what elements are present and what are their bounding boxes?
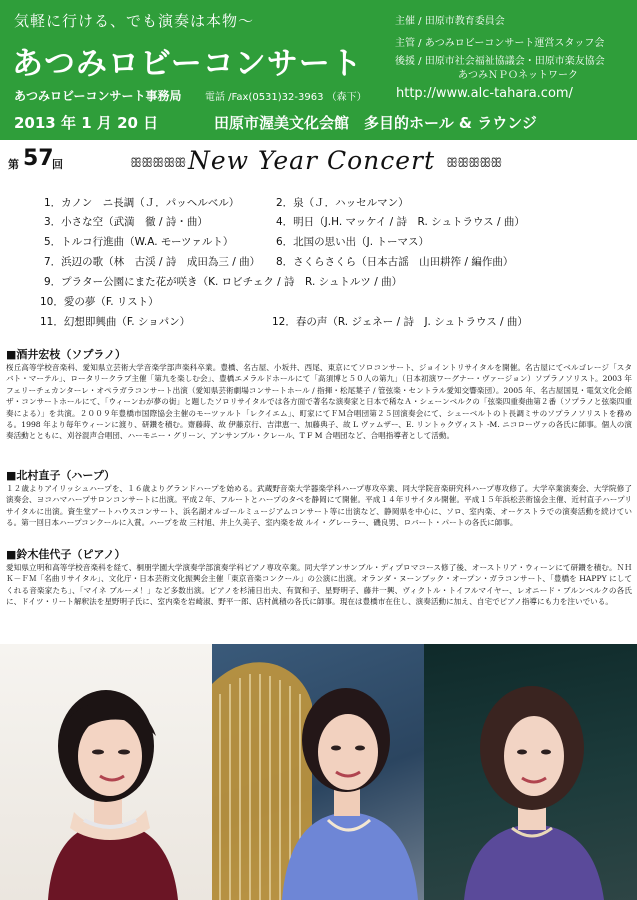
portrait-soprano-illustration [0, 644, 212, 900]
event-venue: 田原市渥美文化会館 多目的ホール & ラウンジ [214, 114, 537, 132]
header-banner [0, 0, 637, 140]
ornament-right: ꕥꕥꕥꕥꕥ [446, 156, 502, 171]
photo-soprano [0, 644, 212, 900]
program-item: 6．北国の思い出（J. トーマス） [276, 236, 429, 248]
organizer-support: 後援 / 田原市社会福祉協議会・田原市楽友協会 [395, 56, 605, 67]
program-item: 7．浜辺の歌（林 古渓 / 詩 成田為三 / 曲） [44, 256, 261, 268]
concert-number-prefix: 第 [8, 158, 19, 171]
tagline: 気軽に行ける、でも演奏は本物～ [14, 12, 255, 30]
program-item: 9．プラター公園にまた花が咲き（K. ロビチェク / 詩 R. シュトルツ / 曲） [44, 276, 403, 288]
page-title: あつみロビーコンサート [12, 46, 363, 82]
bio-text-soprano: 桜丘高等学校音楽科、愛知県立芸術大学音楽学部声楽科卒業。豊橋、名古屋、小坂井、西尾、東京にてソロコンサート、ジョイントリサイタルを開催。名古屋にてベルゴレージ「スタバト・マーテル」、ロータリークラブ主催「第九を楽しむ会」、豊橋エメラルドホールにて「高須博と５０人の第九」（日本初演ワーグナー・ヴァージョン）ソプラノソリスト。2003 年フェリーチェカンターレ・オペラガラコンサート出演（愛知県芸術劇場コンサートホール / 指揮・松尾葉子 / 管弦楽・セントラル愛知交響楽団）。2005 年、名古屋国見・電気文化会館ザ・コンサートホールにて、「ウィーンわが夢の街」と題したソロリサイタルでは各方面で著名な演奏家と日本で稀なＡ・シェーンベルクの「弦楽四重奏曲第２番（ソプラノと弦楽四重奏による）」を共演。２００９年豊橋市国際協会主催のモーツァルト「レクイエム」、町家にてＦＭ合唱団第２５回演奏会にて、シューベルトのト長調ミサのソプラノソリストを務める。1998 年より毎年ウィーンに渡り、研鑽を積む。齋藤蒔、故 伊藤京行、吉津恵一、加藤典子、故 L ヴァムザー、E. リントゥクヴィスト -M. ニコローヴァの各氏に師事。個人の演奏活動とともに、刈谷混声合唱団、ハーモニー・グリーン、アンサンブル・クレール、T F M 合唱団など、合唱指導者として活動。 [6, 363, 632, 441]
event-date: 2013 年 1 月 20 日 [14, 114, 159, 132]
program-item: 3．小さな空（武満 徹 / 詩・曲） [44, 216, 208, 228]
photo-pianist [424, 644, 637, 900]
bio-heading-piano: ■鈴木佳代子（ピアノ） [6, 548, 126, 561]
program-item: 11．幻想即興曲（F. ショパン） [40, 316, 191, 328]
program-item: 12．春の声（R. ジェネー / 詩 J. シュトラウス / 曲） [272, 316, 528, 328]
program-item: 4．明日（J.H. マッケイ / 詩 R. シュトラウス / 曲） [276, 216, 525, 228]
concert-number: 57 [23, 146, 54, 171]
program-item: 5．トルコ行進曲（W.A. モーツァルト） [44, 236, 234, 248]
program-item: 8．さくらさくら（日本古謡 山田耕筰 / 編作曲） [276, 256, 514, 268]
ornament-left: ꕥꕥꕥꕥꕥ [130, 156, 186, 171]
portrait-pianist-illustration [424, 644, 637, 900]
organizer-sponsor: 主催 / 田原市教育委員会 [395, 16, 505, 27]
organizer-host: 主管 / あつみロビーコンサート運営スタッフ会 [395, 38, 605, 49]
concert-heading [8, 146, 633, 182]
website-url: http://www.alc-tahara.com/ [396, 86, 573, 101]
program-item: 10．愛の夢（F. リスト） [40, 296, 159, 308]
phone-fax: 電話 /Fax(0531)32-3963 （森下） [205, 92, 367, 103]
photo-harpist [212, 644, 424, 900]
bio-text-piano: 愛知県立明和高等学校音楽科を経て、桐朋学園大学演奏学部演奏学科ピアノ専攻卒業。同大学アンサンブル・ディプロマコース修了後、オーストリア・ウィーンにて研鑽を積む。ＮＨＫ－ＦＭ「名曲リサイタル」、文化庁・日本芸術文化振興会主催「東京音楽コンクール」の公演に出演。オランダ・ヌーンブック・オープン・ガラコンサート、「豊橋を HAPPY にしてくれる音楽家たち」、「マイネ ブルーメ！」など多数出演。ピアノを杉浦日出夫、有賀和子、星野明子、藤井一興、ヴィクトル・トイフルマイヤー、レオニード・ブルンベルクの各氏に、ドイツ・リート解釈法を星野明子氏に、室内楽を岩崎淑、野平一郎、店村眞積の各氏に師事。現在は豊橋市在住し、演奏活動に加え、自宅でピアノ指導にも力を注いでいる。 [6, 563, 632, 607]
concert-number-suffix: 回 [52, 158, 63, 171]
bio-heading-harp: ■北村直子（ハープ） [6, 469, 115, 482]
bio-heading-soprano: ■酒井宏枝（ソプラノ） [6, 348, 127, 361]
bio-text-harp: １２歳よりアイリッシュハープを、１６歳よりグランドハープを始める。武蔵野音楽大学器楽学科ハープ専攻卒業、同大学院音楽研究科ハープ専攻修了。大学卒業演奏会、大学院修了演奏会、ヨコハマハープサロンコンサートに出演。平成２年、フルートとハープのタベを静岡にて開催。平成１４年リサイタル開催。平成１５年浜松芸術協会主催、近村直子ハープリサイタルに出演。資生堂アートハウスコンサート、浜名湖オルゴールミュージアムコンサート等に出演など、静岡県を中心に、ソロ、室内楽、オーケストラでの演奏活動を続けている。第一回日本ハープコンクールに入賞。ハープを故 三村旭、井上久美子、室内楽を故 ルイ・グレーラー、磯良男、ロバート・パートの各氏に師事。 [6, 484, 632, 528]
program-item: 1．カノン ニ長調（Ｊ．パッヘルベル） [44, 197, 240, 209]
program-item: 2．泉（Ｊ．ハッセルマン） [276, 197, 409, 209]
concert-title: New Year Concert [188, 146, 436, 175]
organizer-support-2: あつみＮＰＯネットワーク [458, 70, 578, 81]
office-name: あつみロビーコンサート事務局 [14, 89, 182, 103]
portrait-harpist-illustration [212, 644, 424, 900]
